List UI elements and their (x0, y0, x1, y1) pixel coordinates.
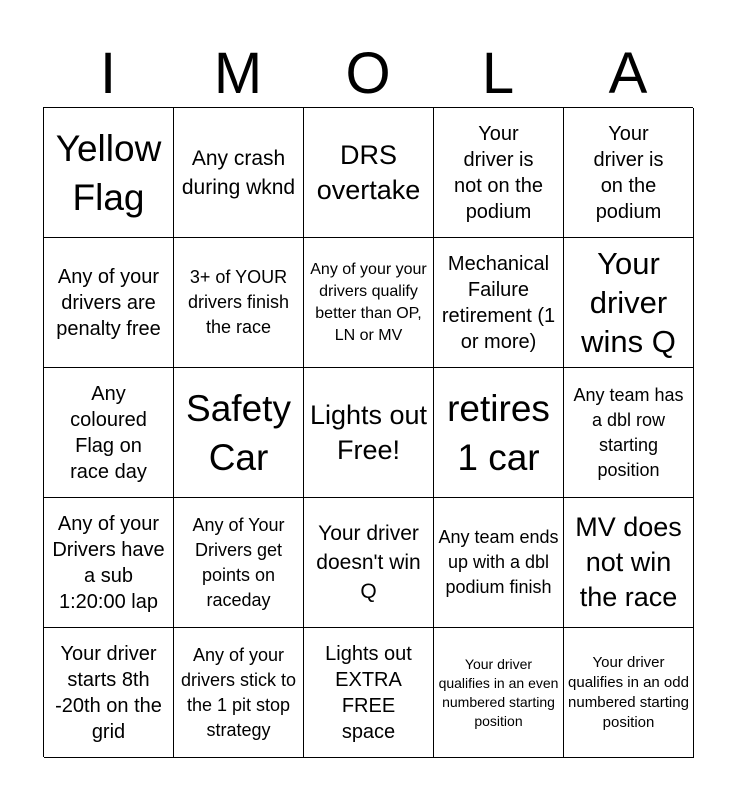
cell-text: Your driver wins Q (581, 246, 676, 359)
bingo-cell[interactable] (434, 238, 564, 368)
cell-text: Any of your drivers are penalty free (56, 265, 161, 340)
bingo-cell[interactable] (174, 628, 304, 758)
cell-text: Any of your Drivers have a sub 1:20:00 lap (52, 512, 165, 613)
cell-text: Your driver is on the podium (593, 122, 664, 223)
bingo-cell[interactable] (434, 628, 564, 758)
bingo-cell[interactable] (174, 498, 304, 628)
header-letter-3: O (345, 41, 391, 106)
cell-text: Safety Car (186, 387, 291, 478)
bingo-cell[interactable] (174, 238, 304, 368)
cell-text: 3+ of YOUR drivers finish the race (187, 267, 290, 337)
bingo-cell[interactable] (304, 238, 434, 368)
bingo-cell[interactable] (44, 238, 174, 368)
header-letter-2: M (213, 41, 263, 106)
cell-text: Yellow Flag (55, 127, 162, 218)
cell-text: Any team has a dbl row starting position (573, 384, 684, 480)
bingo-cell[interactable] (304, 108, 434, 238)
bingo-cell[interactable] (434, 498, 564, 628)
cell-text: Mechanical Failure retirement (1 or more) (441, 252, 556, 353)
bingo-cell[interactable] (434, 108, 564, 238)
bingo-cell[interactable] (564, 368, 694, 498)
cell-text: MV does not win the race (575, 512, 682, 612)
cell-text: Your driver starts 8th -20th on the grid (55, 642, 162, 743)
bingo-cell[interactable] (44, 498, 174, 628)
bingo-cell[interactable] (564, 108, 694, 238)
bingo-cell[interactable] (304, 628, 434, 758)
cell-text: Any crash during wknd (181, 146, 296, 199)
cell-text: DRS overtake (316, 139, 421, 205)
bingo-cell[interactable] (174, 108, 304, 238)
cell-text: retires 1 car (447, 387, 550, 478)
bingo-grid (43, 107, 693, 757)
header-letter-5: A (608, 41, 648, 106)
bingo-cell[interactable] (564, 238, 694, 368)
cell-text: Any of your your drivers qualify better than OP, LN or MV (310, 260, 427, 344)
header-letter-1: I (99, 41, 117, 106)
cell-text: Any team ends up with a dbl podium finish (438, 527, 559, 597)
bingo-cell[interactable] (174, 368, 304, 498)
bingo-header (43, 42, 693, 106)
bingo-cell[interactable] (564, 628, 694, 758)
bingo-cell[interactable] (44, 628, 174, 758)
cell-text: Any of your drivers stick to the 1 pit stop strategy (180, 644, 297, 740)
bingo-cell[interactable] (434, 368, 564, 498)
bingo-cell[interactable] (44, 108, 174, 238)
cell-text: Any coloured Flag on race day (70, 382, 147, 483)
bingo-cell[interactable] (564, 498, 694, 628)
cell-text: Your driver qualifies in an even numbered starting position (438, 655, 559, 729)
header-letter-4: L (481, 41, 515, 106)
cell-text: Lights out Free! (309, 399, 428, 465)
cell-text: Any of Your Drivers get points on raceday (192, 514, 285, 610)
bingo-cell[interactable] (304, 368, 434, 498)
cell-text: Your driver doesn't win Q (316, 522, 421, 603)
cell-text: Your driver qualifies in an odd numbered starting position (568, 653, 689, 731)
bingo-cell[interactable] (304, 498, 434, 628)
cell-text: Your driver is not on the podium (454, 122, 543, 223)
cell-text: Lights out EXTRA FREE space (325, 642, 412, 743)
bingo-cell[interactable] (44, 368, 174, 498)
